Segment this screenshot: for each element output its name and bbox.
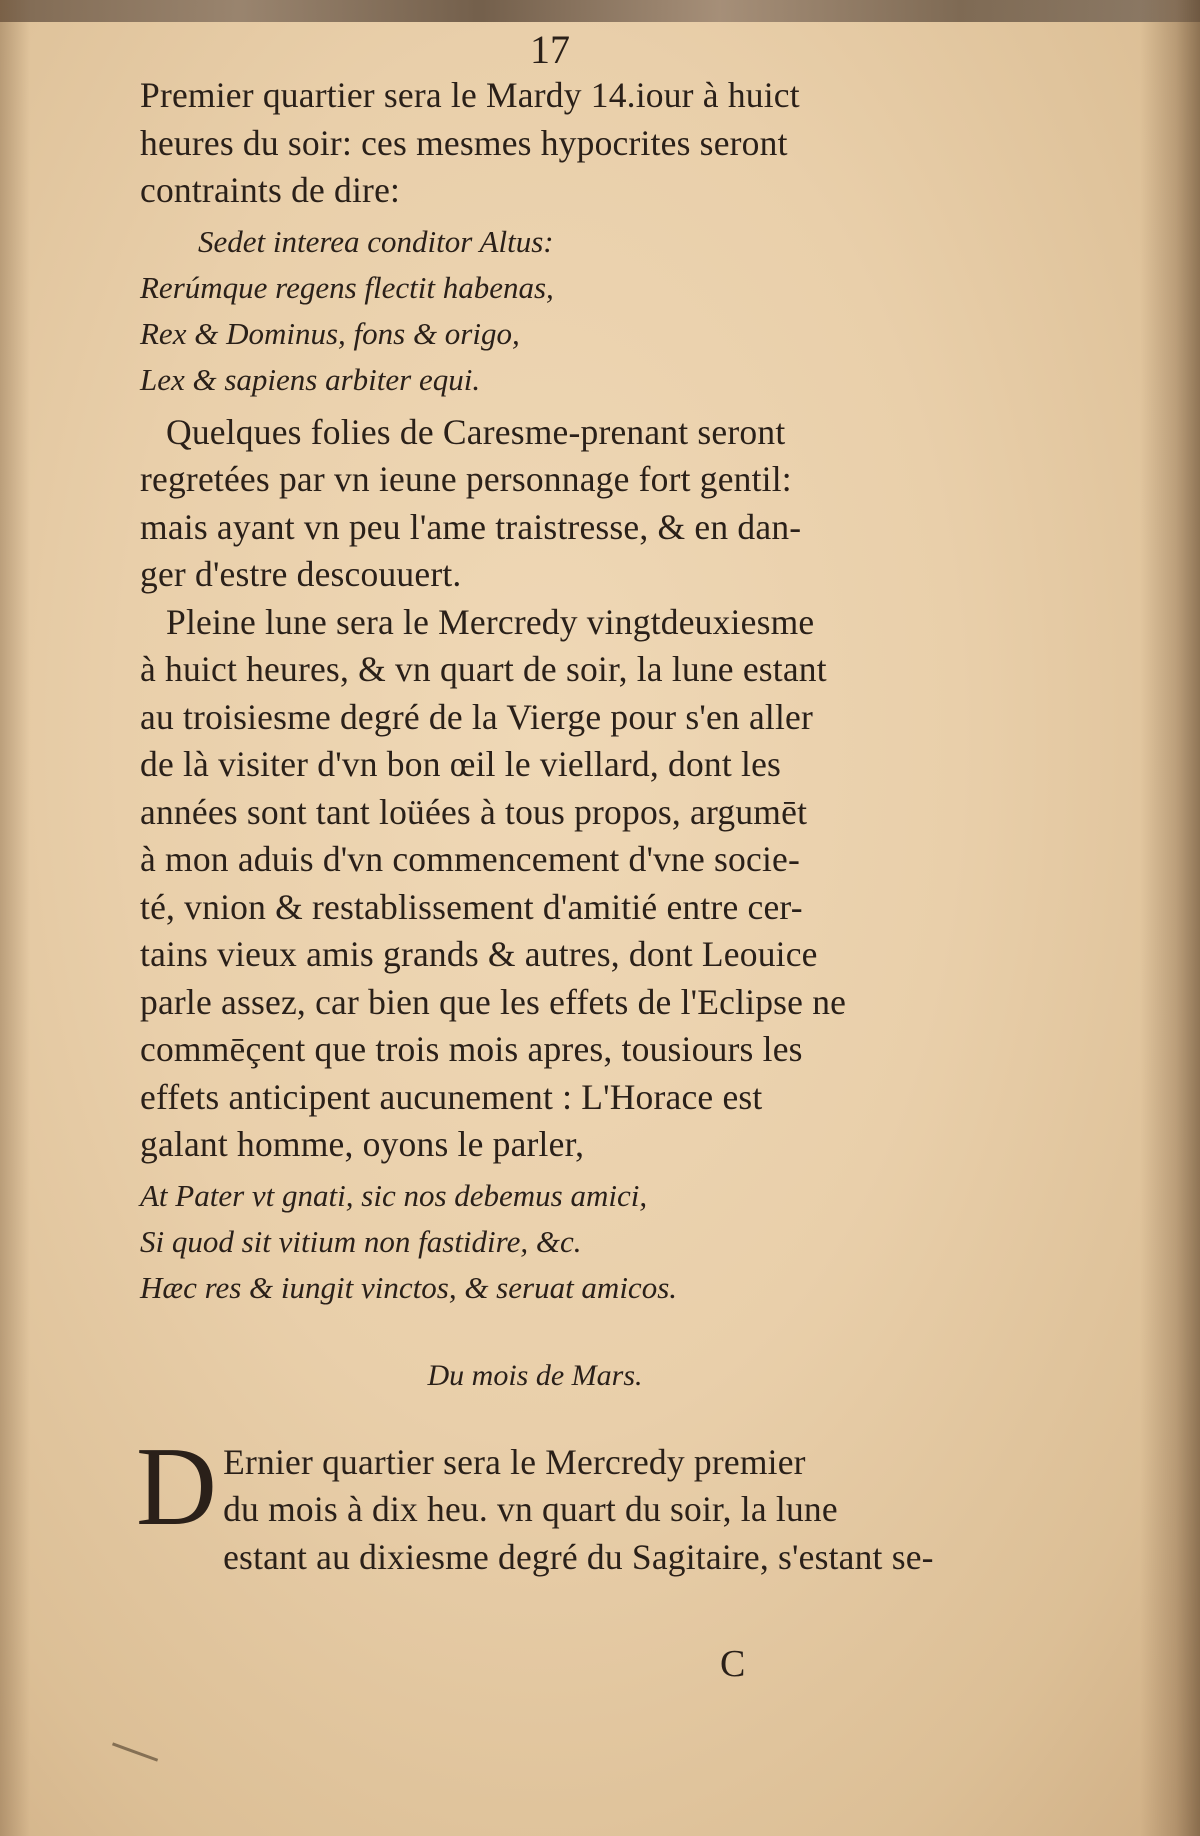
verse-line: Hæc res & iungit vinctos, & seruat amicos. bbox=[140, 1269, 678, 1305]
page-content bbox=[136, 27, 934, 1581]
text-line: effets anticipent aucunement : L'Horace est bbox=[140, 1076, 763, 1117]
text-line: à huict heures, & vn quart de soir, la lune estant bbox=[140, 649, 827, 689]
verse-line: Sedet interea conditor Altus: bbox=[198, 223, 554, 259]
drop-cap: D bbox=[136, 1424, 218, 1549]
ink-smudge bbox=[106, 1742, 158, 1778]
text-line: mais ayant vn peu l'ame traistresse, & en dan- bbox=[140, 506, 802, 547]
paragraph-pleine-lune bbox=[140, 599, 930, 1169]
gutter-shadow bbox=[0, 0, 30, 1836]
text-line: commēçent que trois mois apres, tousiours les bbox=[140, 1029, 803, 1069]
paragraph-caresme bbox=[140, 409, 930, 599]
text-line: regretées par vn ieune personnage fort gentil: bbox=[140, 459, 792, 499]
verse-line: Rerúmque regens flectit habenas, bbox=[140, 269, 554, 305]
paragraph-premier-quartier bbox=[140, 72, 930, 215]
latin-verse-1 bbox=[140, 219, 930, 403]
signature-mark: C bbox=[720, 1643, 746, 1685]
text-line: parle assez, car bien que les effets de l'Eclipse ne bbox=[140, 981, 847, 1022]
text-line: Quelques folies de Caresme-prenant seront bbox=[166, 411, 786, 452]
section-title-mars: Du mois de Mars. bbox=[427, 1358, 643, 1392]
verse-line: At Pater vt gnati, sic nos debemus amici, bbox=[140, 1177, 648, 1213]
verse-line: Rex & Dominus, fons & origo, bbox=[140, 315, 520, 351]
page-top-edge bbox=[0, 0, 1200, 22]
page-edge-shadow bbox=[1140, 0, 1200, 1836]
text-line: au troisiesme degré de la Vierge pour s'en aller bbox=[140, 696, 814, 737]
latin-verse-2 bbox=[140, 1173, 930, 1311]
page-number: 17 bbox=[530, 27, 570, 72]
verse-line: Si quod sit vitium non fastidire, &c. bbox=[140, 1223, 582, 1259]
text-line: Ernier quartier sera le Mercredy premier bbox=[223, 1441, 806, 1482]
text-line: heures du soir: ces mesmes hypocrites seront bbox=[140, 122, 788, 163]
text-line: à mon aduis d'vn commencement d'vne socie- bbox=[140, 839, 801, 879]
text-line: du mois à dix heu. vn quart du soir, la lune bbox=[223, 1489, 838, 1529]
verse-line: Lex & sapiens arbiter equi. bbox=[140, 361, 481, 397]
paragraph-dernier-quartier bbox=[136, 1424, 934, 1582]
text-line: Premier quartier sera le Mardy 14.iour à huict bbox=[140, 75, 800, 115]
text-line: ger d'estre descouuert. bbox=[140, 554, 462, 594]
text-line: années sont tant loüées à tous propos, argumēt bbox=[140, 791, 808, 832]
text-line: té, vnion & restablissement d'amitié entre cer- bbox=[140, 886, 803, 927]
text-line: galant homme, oyons le parler, bbox=[140, 1124, 585, 1164]
text-line: de là visiter d'vn bon œil le viellard, dont les bbox=[140, 744, 782, 784]
text-line: tains vieux amis grands & autres, dont Leouice bbox=[140, 934, 818, 974]
text-line: contraints de dire: bbox=[140, 170, 401, 210]
text-line: Pleine lune sera le Mercredy vingtdeuxiesme bbox=[166, 601, 815, 642]
text-line: estant au dixiesme degré du Sagitaire, s'estant se- bbox=[223, 1536, 934, 1577]
